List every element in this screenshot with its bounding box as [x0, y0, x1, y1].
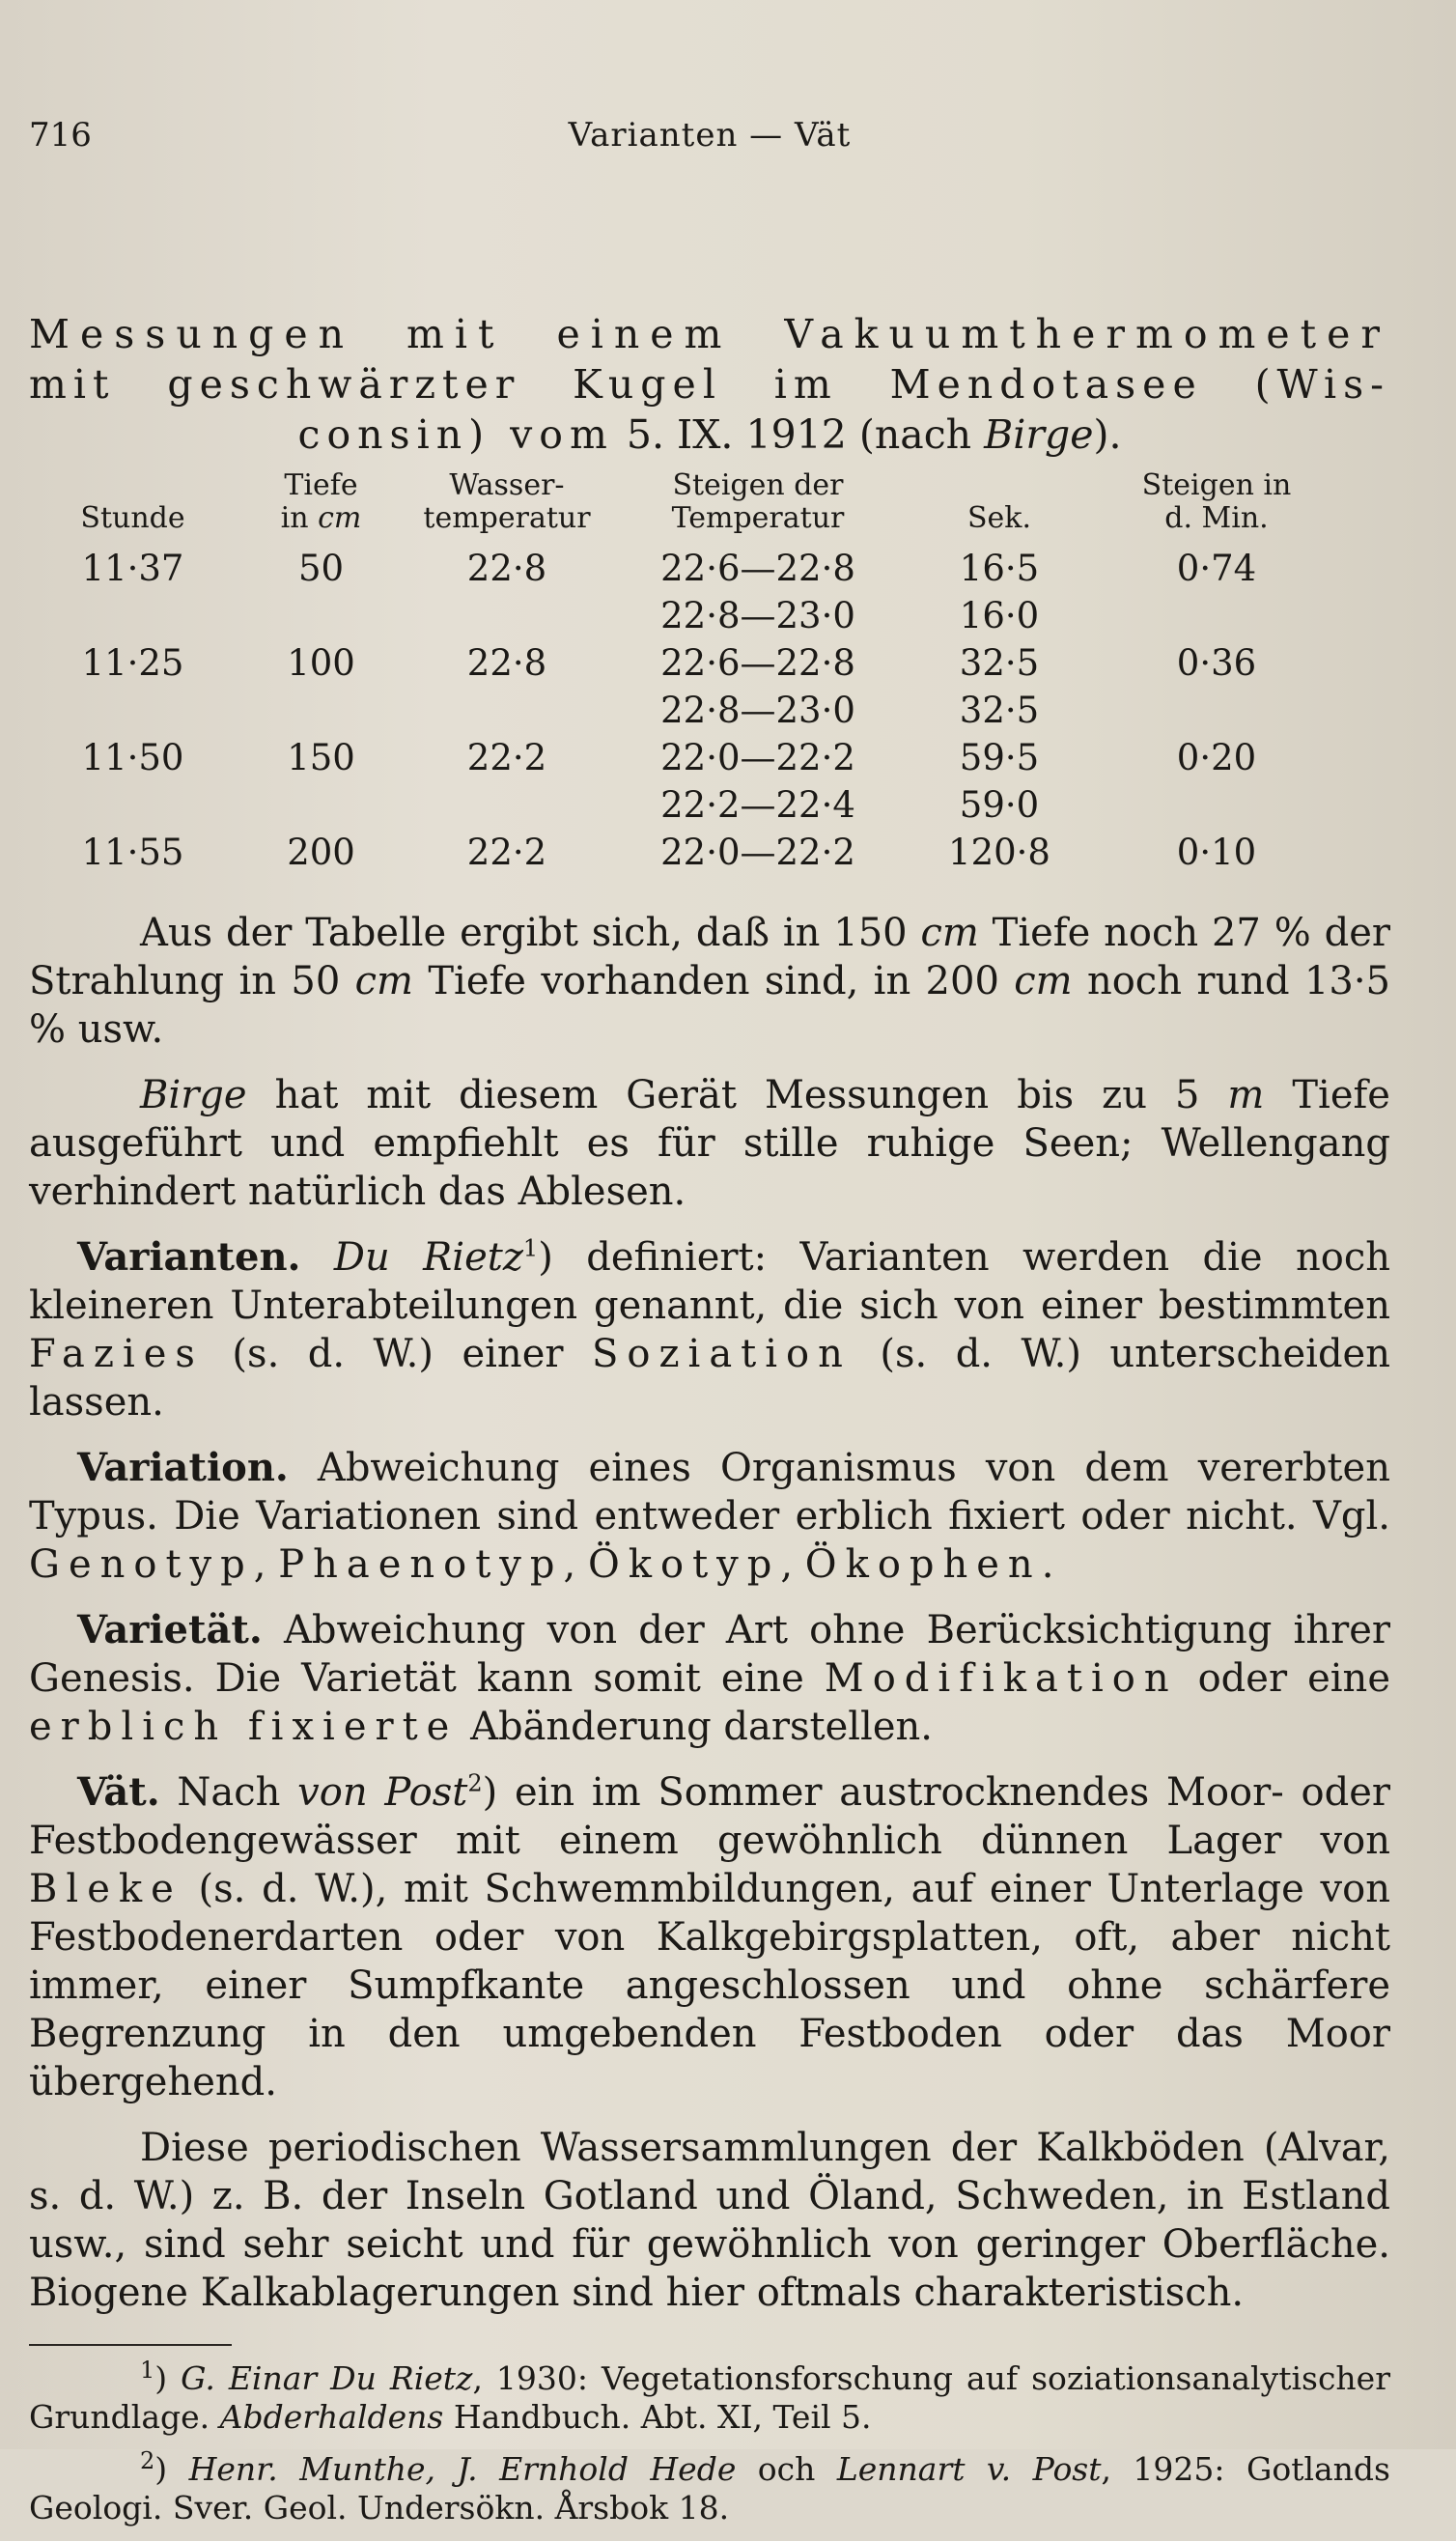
- variation-text-a: Abweichung eines Organismus von dem vererbten Typus. Die Variationen sind entweder erblich fixiert oder nicht. Vgl.: [29, 1446, 1390, 1539]
- vaet-text-a: Nach: [159, 1770, 298, 1815]
- varianten-spaced-1: Fazies: [29, 1332, 204, 1376]
- term-variation: Variation.: [77, 1445, 289, 1490]
- paragraph-kalkboeden: Diese periodischen Wassersammlungen der Kalkböden (Alvar, s. d. W.) z. B. der Inseln Gotland und Öland, Schweden, in Estland usw., sind sehr seicht und für gewöhnlich von geringer Oberfläche. Biogene Kalkablagerungen sind hier oftmals charakteristisch.: [29, 2126, 1390, 2315]
- cell-sek: 32·5: [959, 642, 1040, 684]
- p1-text-c: Tiefe vorhanden sind, in 200: [413, 959, 1015, 1003]
- cell-steigen: 22·8—23·0: [660, 595, 855, 636]
- footnote-2-text-b: , 1925: Gotlands Geologi. Sver. Geol. Undersökn. Årsbok 18.: [29, 2450, 1390, 2527]
- footnote-1-text-a: , 1930: Vegetationsforschung auf soziationsanalytischer Grundlage.: [29, 2359, 1390, 2436]
- vaet-spaced-1: Bleke: [29, 1867, 182, 1911]
- variation-sep-1: ,: [253, 1542, 279, 1587]
- caption-line-2-wrap: [29, 359, 1390, 409]
- cell-steigen-min: 0·10: [1176, 832, 1257, 873]
- cell-steigen: 22·6—22·8: [660, 548, 855, 589]
- entry-varietaet: [29, 1606, 1390, 1751]
- term-varietaet: Varietät.: [77, 1607, 263, 1652]
- cell-wassertemperatur: 22·8: [466, 642, 547, 684]
- cell-steigen-min: 0·36: [1176, 642, 1257, 684]
- p2-text-a: hat mit diesem Gerät Messungen bis zu 5: [246, 1073, 1228, 1117]
- caption-line-1: Messungen mit einem Vakuumthermometer: [29, 311, 1390, 357]
- entry-variation: [29, 1444, 1390, 1589]
- cell-sek: 16·5: [959, 548, 1040, 589]
- entry-varianten: [29, 1233, 1390, 1426]
- cell-wassertemperatur: [406, 781, 608, 829]
- measurement-table: [29, 469, 1342, 876]
- p2-author: Birge: [140, 1073, 247, 1117]
- page-number: 716: [29, 116, 92, 155]
- footnote-ref-1: 1: [522, 1234, 539, 1262]
- varietaet-text-a: Abweichung von der Art ohne Berücksichtigung ihrer Genesis. Die Varietät kann somit eine: [29, 1608, 1390, 1701]
- caption-date: 5. IX. 1912 (nach: [613, 411, 985, 458]
- page-content: [29, 116, 1390, 2541]
- paragraph-birge: [29, 1071, 1390, 1216]
- cell-tiefe: 200: [287, 832, 355, 873]
- variation-spaced-3: Ökotyp: [587, 1542, 781, 1587]
- term-varianten: Varianten.: [77, 1234, 301, 1280]
- caption-end: ).: [1093, 411, 1122, 458]
- table-row: [29, 829, 1342, 876]
- cell-sek: 120·8: [948, 832, 1050, 873]
- cell-tiefe: [237, 592, 406, 639]
- varianten-spaced-2: Soziation: [591, 1332, 852, 1376]
- header-tiefe-line1: Tiefe: [284, 468, 358, 502]
- cell-wassertemperatur: [406, 592, 608, 639]
- header-wasser: [406, 469, 608, 545]
- header-wasser-line1: Wasser-: [449, 468, 565, 502]
- cell-steigen-min: 0·74: [1176, 548, 1257, 589]
- cell-steigen-min: [1091, 592, 1342, 639]
- table-header-row: [29, 469, 1342, 545]
- cell-tiefe: 150: [287, 737, 355, 778]
- footnote-2-authors2: Lennart v. Post: [836, 2450, 1102, 2488]
- cell-wassertemperatur: 22·2: [466, 737, 547, 778]
- header-sek: Sek.: [966, 501, 1032, 535]
- cell-sek: 16·0: [959, 595, 1040, 636]
- cell-sek: 59·0: [959, 784, 1040, 826]
- caption-line-3: [29, 409, 1390, 460]
- header-steigen-line1: Steigen der: [672, 468, 844, 502]
- cell-tiefe: [237, 781, 406, 829]
- header-min-line1: Steigen in: [1141, 468, 1292, 502]
- footnote-1-mark: 1: [140, 2357, 155, 2384]
- cell-steigen-min: [1091, 687, 1342, 734]
- table-row: [29, 687, 1342, 734]
- footnote-2: $^2$) Henr. Munthe, J. Ernhold Hede och Lennart v. Post, 1925: Gotlands Geologi. Sver. Geol. Undersökn. Årsbok 18.: [29, 2447, 1390, 2527]
- table-caption: [29, 309, 1390, 359]
- varietaet-text-c: Abänderung darstellen.: [458, 1705, 933, 1749]
- variation-end: .: [1041, 1542, 1054, 1587]
- header-min-line2: d. Min.: [1164, 501, 1269, 535]
- header-tiefe-unit: cm: [318, 501, 362, 535]
- cell-stunde: 11·55: [81, 832, 184, 873]
- table-row: [29, 592, 1342, 639]
- header-tiefe-line2: in: [280, 501, 319, 535]
- header-steigen-line2: Temperatur: [671, 501, 845, 535]
- cell-stunde: [29, 592, 237, 639]
- cell-tiefe: 50: [297, 548, 345, 589]
- caption-author: Birge: [984, 411, 1094, 458]
- cell-stunde: 11·37: [81, 548, 184, 589]
- header-wasser-line2: temperatur: [423, 501, 591, 535]
- p2-text-b: Tiefe ausgeführt und empfiehlt es für stille ruhige Seen; Wellengang verhindert natürlich das Ablesen.: [29, 1073, 1390, 1214]
- table-row: [29, 639, 1342, 687]
- variation-sep-2: ,: [563, 1542, 588, 1587]
- footnote-rule: [29, 2344, 232, 2346]
- cell-wassertemperatur: [406, 687, 608, 734]
- cell-steigen: 22·0—22·2: [660, 737, 855, 778]
- header-steigen: [608, 469, 908, 545]
- entry-vaet: [29, 1768, 1390, 2106]
- cell-tiefe: 100: [287, 642, 355, 684]
- varietaet-text-b: oder eine: [1177, 1656, 1390, 1701]
- cell-stunde: 11·50: [81, 737, 184, 778]
- footnote-2-authors: Henr. Munthe, J. Ernhold Hede: [188, 2450, 737, 2488]
- varietaet-spaced-2: erblich fixierte: [29, 1705, 459, 1749]
- header-steigen-min: [1091, 469, 1342, 545]
- p1-text-a: Aus der Tabelle ergibt sich, daß in 150: [140, 911, 921, 955]
- p1-text-d: noch rund 13·5 % usw.: [29, 959, 1390, 1052]
- table-row: [29, 781, 1342, 829]
- paragraph-table-summary: [29, 909, 1390, 1054]
- table-row: [29, 545, 1342, 592]
- cell-wassertemperatur: 22·8: [466, 548, 547, 589]
- footnote-1-text-b: Handbuch. Abt. XI, Teil 5.: [443, 2398, 872, 2436]
- cell-steigen-min: 0·20: [1176, 737, 1257, 778]
- footnote-1: $^1$) G. Einar Du Rietz, 1930: Vegetationsforschung auf soziationsanalytischer Grundlage. Abderhaldens Handbuch. Abt. XI, Teil 5.: [29, 2357, 1390, 2436]
- footnote-1-authors: G. Einar Du Rietz: [181, 2359, 473, 2397]
- cell-steigen: 22·6—22·8: [660, 642, 855, 684]
- variation-spaced-1: Genotyp: [29, 1542, 254, 1587]
- p2-unit: m: [1227, 1073, 1265, 1117]
- varianten-text-b: (s. d. W.) einer: [203, 1332, 592, 1376]
- vaet-text-b: ) ein im Sommer austrocknendes Moor- oder Festbodengewässer mit einem gewöhnlich dünnen Lager von: [29, 1770, 1390, 1863]
- variation-spaced-2: Phaenotyp: [278, 1542, 564, 1587]
- footnote-1-editor: Abderhaldens: [219, 2398, 444, 2436]
- footnote-ref-2: 2: [467, 1769, 483, 1797]
- varianten-text-c: (s. d. W.) unterscheiden lassen.: [29, 1332, 1390, 1425]
- cell-sek: 59·5: [959, 737, 1040, 778]
- term-vaet: Vät.: [77, 1769, 160, 1815]
- caption-spaced: consin) vom: [297, 411, 614, 458]
- header-stunde: Stunde: [80, 501, 185, 535]
- cell-stunde: [29, 687, 237, 734]
- variation-sep-3: ,: [780, 1542, 805, 1587]
- footnote-2-mid: och: [736, 2450, 837, 2488]
- p1-unit-1: cm: [920, 911, 979, 955]
- varianten-author: Du Rietz: [333, 1235, 523, 1280]
- vaet-author: von Post: [297, 1770, 468, 1815]
- cell-sek: 32·5: [959, 690, 1040, 731]
- cell-steigen: 22·8—23·0: [660, 690, 855, 731]
- running-title: Varianten — Vät: [568, 116, 852, 155]
- p1-unit-3: cm: [1014, 959, 1073, 1003]
- cell-tiefe: [237, 687, 406, 734]
- cell-wassertemperatur: 22·2: [466, 832, 547, 873]
- p1-unit-2: cm: [354, 959, 413, 1003]
- variation-spaced-4: Ökophen: [804, 1542, 1042, 1587]
- table-row: [29, 734, 1342, 781]
- caption-line-2: mit geschwärzter Kugel im Mendotasee (Wis-: [29, 361, 1390, 408]
- p1-text-b: Tiefe noch 27 % der Strahlung in 50: [29, 911, 1390, 1003]
- cell-stunde: [29, 781, 237, 829]
- footnote-2-mark: 2: [140, 2447, 155, 2474]
- cell-stunde: 11·25: [81, 642, 184, 684]
- running-head: [29, 116, 1390, 164]
- vaet-text-c: (s. d. W.), mit Schwemmbildungen, auf einer Unterlage von Festbodenerdarten oder von Kalkgebirgsplatten, oft, aber nicht immer, einer Sumpfkante angeschlossen und ohne schärfere Begrenzung in den umgebenden Festboden oder das Moor übergehend.: [29, 1867, 1390, 2104]
- cell-steigen-min: [1091, 781, 1342, 829]
- header-tiefe: [237, 469, 406, 545]
- varianten-text-a: ) definiert: Varianten werden die noch kleineren Unterabteilungen genannt, die sich von einer bestimmten: [29, 1235, 1391, 1328]
- varietaet-spaced-1: Modifikation: [824, 1656, 1178, 1701]
- cell-steigen: 22·2—22·4: [660, 784, 855, 826]
- table-body: [29, 545, 1342, 876]
- cell-steigen: 22·0—22·2: [660, 832, 855, 873]
